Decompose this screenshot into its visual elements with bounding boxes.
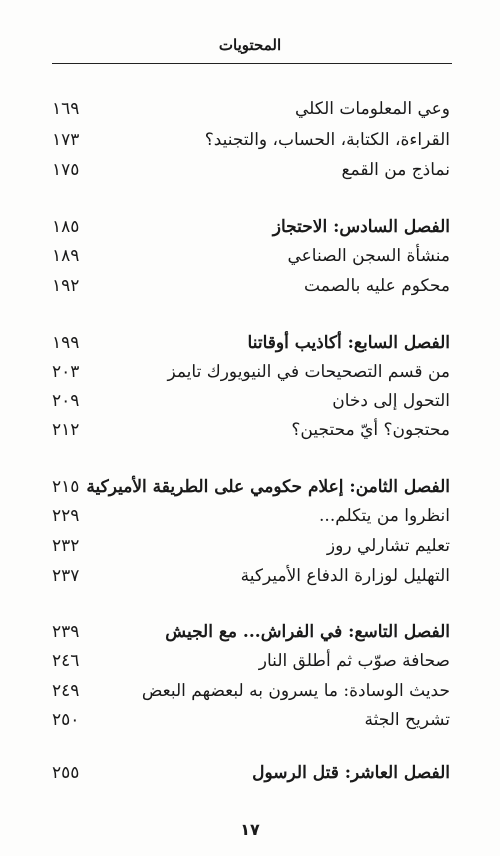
toc-entry [52,271,450,301]
toc-entry [52,646,450,676]
toc-chapter-title: الفصل السابع: أكاذيب أوقاتنا [247,333,450,353]
toc-entry-page: ٢٠٩ [52,391,80,411]
toc-entry-title: التحول إلى دخان [332,391,450,411]
toc-entry-page: ١٩٩ [52,333,80,353]
toc-entry [52,415,450,445]
toc-entry-page: ٢١٥ [52,477,80,497]
toc-entry [52,386,450,416]
toc-entry-page: ٢٤٩ [52,681,80,701]
toc-entry [52,501,450,531]
toc-entry-title: حديث الوسادة: ما يسرون به لبعضهم البعض [141,681,450,701]
toc-entry-title: تعليم تشارلي روز [326,536,450,556]
toc-chapter-entry [52,617,450,647]
toc-entry-page: ٢٤٦ [52,651,80,671]
toc-entry [52,94,450,124]
toc-entry-title: تشريح الجثة [364,710,450,730]
toc-entry-page: ٢٥٠ [52,710,80,730]
toc-entry [52,531,450,561]
toc-entry [52,705,450,735]
toc-chapter-title: الفصل العاشر: قتل الرسول [252,763,450,783]
toc-chapter-entry [52,212,450,242]
toc-entry [52,241,450,271]
toc-entry-page: ٢١٢ [52,420,80,440]
toc-chapter-entry [52,328,450,358]
toc-entry-title: صحافة صوّب ثم أطلق النار [258,651,450,671]
toc-entry-page: ١٨٥ [52,217,80,237]
toc-chapter-entry [52,472,450,502]
toc-entry-page: ٢٢٩ [52,506,80,526]
toc-entry-page: ٢٣٢ [52,536,80,556]
toc-entry-title: انظروا من يتكلم... [319,506,450,526]
toc-entry-page: ١٩٢ [52,276,80,296]
toc-chapter-entry [52,758,450,788]
toc-entry-title: من قسم التصحيحات في النيويورك تايمز [167,362,450,382]
toc-entry-title: وعي المعلومات الكلي [294,99,450,119]
toc-entry-page: ١٧٣ [52,130,80,150]
toc-entry-title: محكوم عليه بالصمت [304,276,450,296]
toc-entry [52,561,450,591]
toc-entry-title: منشأة السجن الصناعي [287,246,450,266]
toc-entry [52,155,450,185]
toc-entry-page: ١٦٩ [52,99,80,119]
toc-entry-page: ٢٣٩ [52,622,80,642]
toc-chapter-title: الفصل السادس: الاحتجاز [272,217,450,237]
running-header: المحتويات [218,36,282,54]
toc-entry-title: محتجون؟ أيّ محتجين؟ [291,420,450,440]
toc-entry-title: التهليل لوزارة الدفاع الأميركية [240,566,450,586]
toc-entry-page: ٢٠٣ [52,362,80,382]
toc-entry [52,676,450,706]
toc-entry-title: القراءة، الكتابة، الحساب، والتجنيد؟ [204,130,450,150]
page-number: ١٧ [240,820,260,839]
toc-entry-page: ١٧٥ [52,160,80,180]
toc-entry-page: ٢٣٧ [52,566,80,586]
toc-entry-page: ٢٥٥ [52,763,80,783]
toc-chapter-title: الفصل الثامن: إعلام حكومي على الطريقة الأميركية [86,477,450,497]
toc-entry [52,357,450,387]
toc-chapter-title: الفصل التاسع: في الفراش... مع الجيش [165,622,450,642]
toc-entry-page: ١٨٩ [52,246,80,266]
toc-entry-title: نماذج من القمع [341,160,450,180]
toc-entry [52,125,450,155]
